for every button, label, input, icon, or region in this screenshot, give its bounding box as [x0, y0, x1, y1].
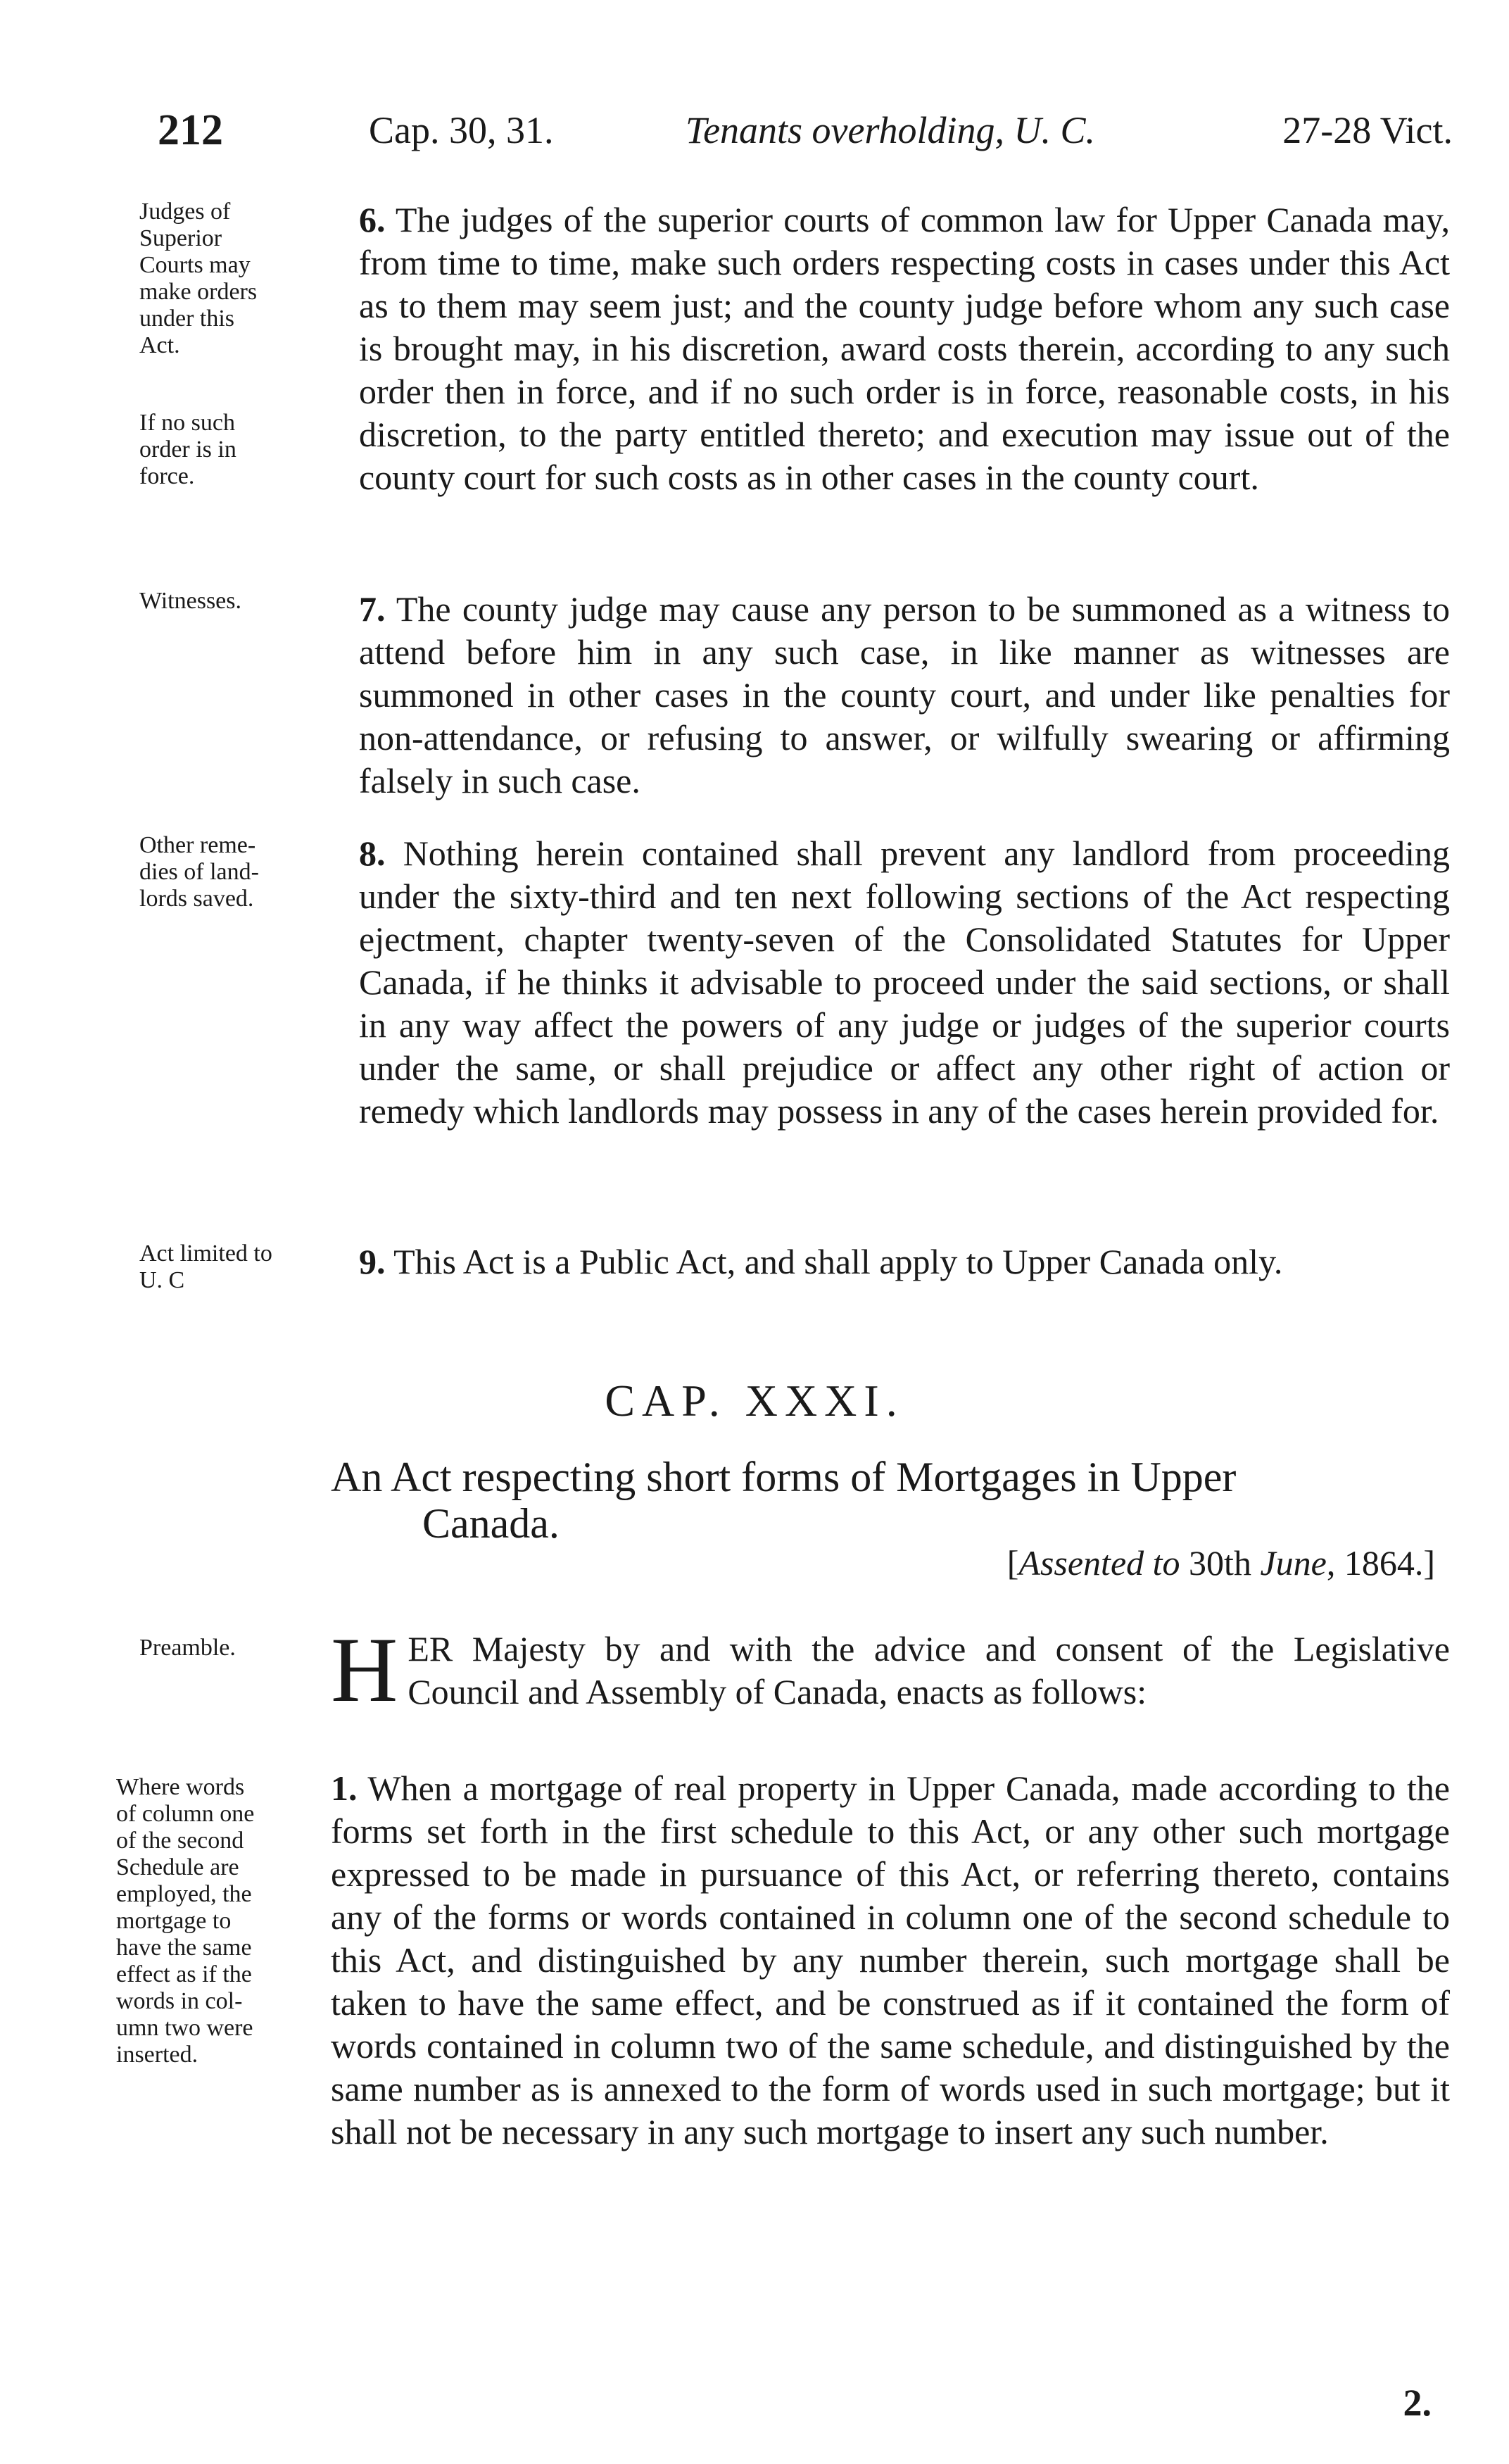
margin-note-no-order: If no such order is in force.: [139, 410, 236, 489]
section-number: 6.: [359, 200, 386, 239]
assent-date: [1007, 1542, 1435, 1584]
section-text: When a mortgage of real property in Upper Canada, made according to the forms set forth in the first schedule to this Act, or any other such mortgage expressed to be made in pursuance of this Act, or referring thereto, contains any of the forms or words contained in column one of the second schedule to this Act, and distinguished by any number therein, such mortgage shall be taken to have the same effect, and be construed as if it contained the form of words contained in column two of the same schedule, and distinguished by the same number as is annexed to the form of words used in such mortgage; but it shall not be necessary in any such mortgage to insert any such number.: [331, 1768, 1450, 2151]
section-8: [359, 832, 1450, 1133]
catchword: 2.: [1403, 2382, 1432, 2424]
section-text: The county judge may cause any person to be summoned as a witness to attend before him in any such case, in like manner as witnesses are summoned in other cases in the county court, and under like penalties for non-attendance, or refusing to answer, or wilfully swearing or affirming falsely in such case.: [359, 589, 1450, 800]
regnal-year: 27-28 Vict.: [1282, 109, 1453, 151]
preamble-text: ER Majesty by and with the advice and consent of the Legislative Council and Assembly of Canada, enacts as follows:: [408, 1629, 1450, 1711]
assent-day: 30th: [1180, 1543, 1261, 1583]
new-section-1: [331, 1767, 1450, 2154]
cap-heading: CAP. XXXI.: [605, 1376, 904, 1426]
section-text: Nothing herein contained shall prevent any landlord from proceeding under the sixty-third and ten next following sections of the Act respecting ejectment, chapter twenty-seven of the Consolidated Statutes for Upper Canada, if he thinks it advisable to proceed under the said sections, or shall in any way affect the powers of any judge or judges of the superior courts under the same, or shall prejudice or affect any other right of action or remedy which landlords may possess in any of the cases herein provided for.: [359, 834, 1450, 1131]
page-number: 212: [158, 106, 223, 154]
section-number: 8.: [359, 834, 386, 873]
margin-note-act-limited: Act limited to U. C: [139, 1240, 272, 1293]
section-number: 1.: [331, 1768, 358, 1808]
section-9: [359, 1240, 1450, 1283]
section-text: The judges of the superior courts of common law for Upper Canada may, from time to time, make such orders respecting costs in cases under this Act as to them may seem just; and the county judge before whom any such case is brought may, in his discretion, award costs therein, according to any such order then in force, and if no such order is in force, reasonable costs, in his discretion, to the party entitled thereto; and execution may issue out of the county court for such costs as in other cases in the county court.: [359, 200, 1450, 497]
act-title: [331, 1454, 1450, 1547]
preamble: [331, 1618, 1450, 1721]
margin-note-witnesses: Witnesses.: [139, 588, 241, 614]
margin-note-other-remedies: Other reme- dies of land- lords saved.: [139, 832, 259, 912]
drop-cap: H: [331, 1618, 398, 1721]
section-7: [359, 588, 1450, 803]
section-number: 9.: [359, 1242, 386, 1281]
margin-note-preamble: Preamble.: [139, 1635, 236, 1661]
section-text: This Act is a Public Act, and shall apply to Upper Canada only.: [393, 1242, 1283, 1281]
assent-month: June: [1260, 1543, 1327, 1583]
section-number: 7.: [359, 589, 386, 629]
margin-note-judges-orders: Judges of Superior Courts may make orders under this Act.: [139, 199, 258, 358]
section-6: [359, 199, 1450, 499]
running-header: [158, 106, 1453, 169]
margin-note-where-words: Where words of column one of the second Schedule are employed, the mortgage to have the same effect as if the words in col- umn two were inserted.: [116, 1774, 255, 2068]
running-title: Tenants overholding, U. C.: [686, 109, 1096, 151]
act-title-line1: An Act respecting short forms of Mortgages in Upper: [331, 1454, 1237, 1500]
act-title-line2: Canada.: [422, 1500, 560, 1547]
assent-bracket: [: [1006, 1543, 1019, 1583]
chapter-reference: Cap. 30, 31.: [369, 109, 554, 151]
assent-label: Assented to: [1018, 1543, 1180, 1583]
assent-year: , 1864.]: [1326, 1543, 1435, 1583]
